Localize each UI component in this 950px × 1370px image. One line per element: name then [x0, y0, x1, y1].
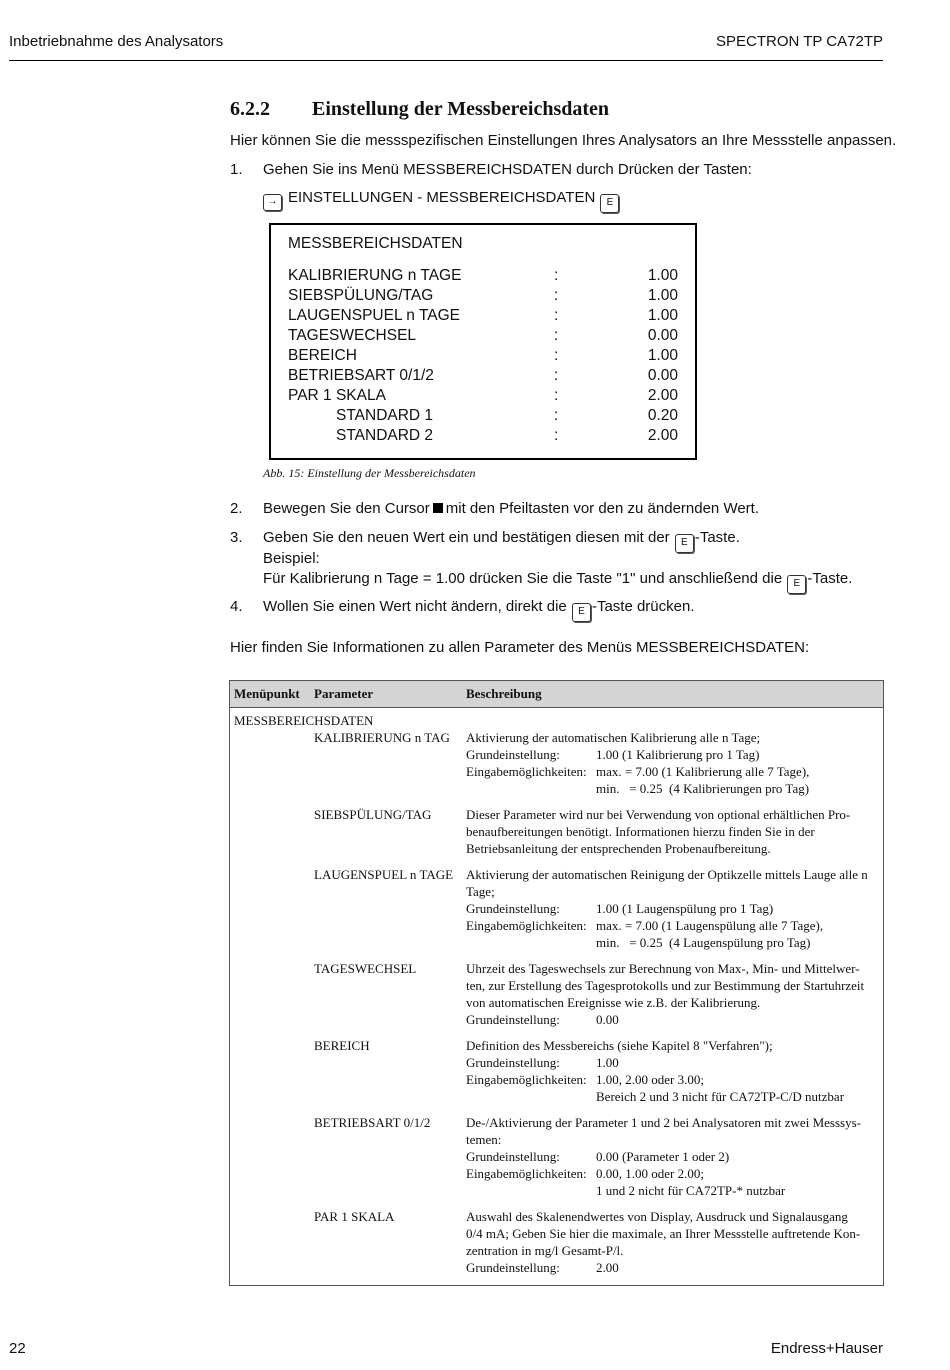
section-title: Einstellung der Messbereichsdaten: [312, 98, 610, 120]
parameter-name: KALIBRIERUNG n TAG: [314, 730, 450, 745]
e-key-icon: E: [600, 194, 619, 213]
description-line: von automatischen Ereignisse wie z.B. der Kalibrierung.: [466, 995, 761, 1010]
screen-row-value: 1.00: [647, 347, 678, 364]
menu-cell: [230, 729, 311, 797]
parameter-name: PAR 1 SKALA: [314, 1209, 395, 1224]
step-text-end: -Taste drücken.: [591, 598, 695, 615]
table-row: [230, 1037, 884, 1105]
e-key-icon: E: [675, 534, 694, 553]
setting-line: [466, 917, 879, 934]
setting-key: Eingabemöglichkeiten:: [466, 1072, 587, 1087]
description-line: zentration in mg/l Gesamt-P/l.: [466, 1243, 624, 1258]
step-text-end: -Taste.: [694, 529, 740, 546]
setting-key: [466, 934, 596, 951]
step-number: 4.: [230, 598, 243, 615]
screen-row-colon: :: [554, 367, 559, 384]
setting-line: [466, 900, 879, 917]
menu-cell: [230, 1037, 311, 1105]
description-line: benaufbereitungen benötigt. Informationen hierzu finden Sie in der: [466, 824, 815, 839]
parameter-name: LAUGENSPUEL n TAGE: [314, 867, 454, 882]
column-header-menu: Menüpunkt: [230, 681, 311, 708]
screen-row-label: LAUGENSPUEL n TAGE: [288, 307, 460, 324]
description-cell: [462, 1208, 884, 1276]
screen-row-label: BEREICH: [288, 347, 357, 364]
e-key-icon: E: [787, 575, 806, 594]
setting-value: 1.00: [596, 1055, 619, 1070]
setting-value: max. = 7.00 (1 Laugenspülung alle 7 Tage),: [596, 918, 824, 933]
menu-cell: [230, 866, 311, 951]
description-line: Betriebsanleitung der entsprechenden Probenaufbereitung.: [466, 841, 771, 856]
description-cell: [462, 729, 884, 797]
screen-row-value: 0.00: [647, 367, 678, 384]
row-spacer: [230, 1199, 884, 1208]
menu-group-label: MESSBEREICHSDATEN: [234, 713, 374, 728]
step-text: Gehen Sie ins Menü MESSBEREICHSDATEN durch Drücken der Tasten:: [263, 161, 752, 178]
section-number: 6.2.2: [230, 98, 270, 120]
running-header-chapter: Inbetriebnahme des Analysators: [9, 33, 224, 50]
setting-line: [466, 1071, 879, 1088]
screen-row-colon: :: [554, 287, 559, 304]
row-spacer: [230, 1105, 884, 1114]
parameter-name: BEREICH: [314, 1038, 370, 1053]
intro-paragraph: Hier können Sie die messspezifischen Einstellungen Ihres Analysators an Ihre Messstelle anpassen.: [230, 132, 897, 149]
description-cell: [462, 866, 884, 951]
setting-value: max. = 7.00 (1 Kalibrierung alle 7 Tage),: [596, 764, 810, 779]
header-rule: [9, 60, 883, 61]
description-line: Auswahl des Skalenendwertes von Display, Ausdruck und Signalausgang: [466, 1209, 848, 1224]
brand-name: Endress+Hauser: [770, 1340, 883, 1357]
screen-row: [288, 327, 678, 347]
table-row: [230, 960, 884, 1028]
setting-value: min. = 0.25 (4 Laugenspülung pro Tag): [596, 935, 811, 950]
step-text-end: mit den Pfeiltasten vor den zu ändernden Wert.: [445, 500, 760, 517]
screen-row-label: PAR 1 SKALA: [288, 387, 386, 404]
screen-row-label: KALIBRIERUNG n TAGE: [288, 267, 462, 284]
description-line: Definition des Messbereichs (siehe Kapitel 8 "Verfahren");: [466, 1038, 773, 1053]
e-key-icon: E: [572, 603, 591, 622]
setting-key: [466, 1182, 596, 1199]
spacer-cell: [230, 857, 884, 866]
setting-line: [466, 1182, 879, 1199]
menu-cell: [230, 960, 311, 1028]
description-cell: [462, 806, 884, 857]
setting-line: [466, 1088, 879, 1105]
screen-row-value: 1.00: [647, 307, 678, 324]
screen-row-colon: :: [554, 427, 559, 444]
menu-cell: [230, 1208, 311, 1276]
figure-caption: Abb. 15: Einstellung der Messbereichsdaten: [263, 466, 476, 480]
description-line: Aktivierung der automatischen Reinigung der Optikzelle mittels Lauge alle n: [466, 867, 868, 882]
screen-row-value: 1.00: [647, 267, 678, 284]
setting-value: 0.00 (Parameter 1 oder 2): [596, 1149, 730, 1164]
screen-row: [288, 427, 678, 447]
setting-value: 1 und 2 nicht für CA72TP-* nutzbar: [596, 1183, 786, 1198]
menu-path-text: EINSTELLUNGEN - MESSBEREICHSDATEN: [288, 189, 596, 206]
screen-row-label: SIEBSPÜLUNG/TAG: [288, 287, 434, 304]
parameter-name: SIEBSPÜLUNG/TAG: [314, 807, 432, 822]
setting-key: Grundeinstellung:: [466, 1055, 560, 1070]
setting-line: [466, 1054, 879, 1071]
step-number: 2.: [230, 500, 243, 517]
screen-row-label: BETRIEBSART 0/1/2: [288, 367, 434, 384]
setting-key: Grundeinstellung:: [466, 1260, 560, 1275]
spacer-cell: [230, 951, 884, 960]
screen-row-value: 2.00: [647, 427, 678, 444]
spacer-cell: [230, 797, 884, 806]
cursor-square-icon: [433, 503, 443, 513]
setting-line: [466, 934, 879, 951]
parameter-name: BETRIEBSART 0/1/2: [314, 1115, 431, 1130]
setting-key: [466, 1088, 596, 1105]
row-spacer: [230, 797, 884, 806]
setting-key: Grundeinstellung:: [466, 747, 560, 762]
screen-row-colon: :: [554, 347, 559, 364]
table-intro: Hier finden Sie Informationen zu allen Parameter des Menüs MESSBEREICHSDATEN:: [230, 639, 810, 656]
description-line: temen:: [466, 1132, 502, 1147]
screen-row-colon: :: [554, 267, 559, 284]
screen-row-label: TAGESWECHSEL: [288, 327, 417, 344]
section-heading: [230, 98, 609, 121]
setting-value: 0.00: [596, 1012, 619, 1027]
step-1: [230, 161, 752, 178]
step-4: [230, 598, 695, 622]
example-text-start: Für Kalibrierung n Tage = 1.00 drücken Sie die Taste "1" und anschließend die: [263, 570, 783, 587]
screen-row-colon: :: [554, 307, 559, 324]
screen-title: MESSBEREICHSDATEN: [288, 235, 463, 252]
spacer-cell: [230, 1199, 884, 1208]
table-row: [230, 1208, 884, 1276]
row-spacer: [230, 857, 884, 866]
description-line: Uhrzeit des Tageswechsels zur Berechnung von Max-, Min- und Mittelwer-: [466, 961, 860, 976]
setting-value: 1.00 (1 Laugenspülung pro 1 Tag): [596, 901, 774, 916]
setting-line: [466, 763, 879, 780]
step-text-start: Geben Sie den neuen Wert ein und bestätigen diesen mit der: [263, 529, 670, 546]
parameter-table: [229, 680, 884, 1286]
menu-cell: [230, 806, 311, 857]
setting-key: Eingabemöglichkeiten:: [466, 918, 587, 933]
setting-value: min. = 0.25 (4 Kalibrierungen pro Tag): [596, 781, 810, 796]
setting-key: Grundeinstellung:: [466, 901, 560, 916]
step-number: 1.: [230, 161, 243, 178]
screen-row: [288, 347, 678, 367]
description-cell: [462, 960, 884, 1028]
setting-value: Bereich 2 und 3 nicht für CA72TP-C/D nutzbar: [596, 1089, 845, 1104]
step-number: 3.: [230, 529, 243, 546]
setting-value: 1.00 (1 Kalibrierung pro 1 Tag): [596, 747, 760, 762]
table-row: [230, 1114, 884, 1199]
example-text-end: -Taste.: [807, 570, 853, 587]
row-spacer: [230, 1028, 884, 1037]
setting-key: [466, 780, 596, 797]
description-line: Dieser Parameter wird nur bei Verwendung von optional erhältlichen Pro-: [466, 807, 851, 822]
screen-row: [288, 367, 678, 387]
setting-line: [466, 780, 879, 797]
enter-arrow-key-icon: →: [263, 194, 282, 211]
step-2: [230, 500, 759, 517]
screen-row-colon: :: [554, 407, 559, 424]
spacer-cell: [230, 1105, 884, 1114]
table-group-row: [230, 708, 884, 730]
spacer-cell: [230, 1028, 884, 1037]
table-row: [230, 806, 884, 857]
setting-key: Grundeinstellung:: [466, 1149, 560, 1164]
example-text: [263, 570, 852, 594]
table-row: [230, 729, 884, 797]
screen-row-label: STANDARD 1: [336, 407, 434, 424]
menu-path: [263, 189, 620, 213]
running-header-product: SPECTRON TP CA72TP: [716, 33, 883, 50]
screen-row-value: 2.00: [647, 387, 678, 404]
column-header-description: Beschreibung: [462, 681, 884, 708]
description-line: De-/Aktivierung der Parameter 1 und 2 bei Analysatoren mit zwei Messsys-: [466, 1115, 861, 1130]
screen-row-colon: :: [554, 327, 559, 344]
spacer-cell: [230, 1276, 884, 1286]
description-line: Tage;: [466, 884, 495, 899]
setting-value: 2.00: [596, 1260, 619, 1275]
description-line: ten, zur Erstellung des Tagesprotokolls und zur Bestimmung der Startuhrzeit: [466, 978, 865, 993]
setting-line: [466, 746, 879, 763]
column-header-parameter: Parameter: [310, 681, 462, 708]
screen-row: [288, 307, 678, 327]
screen-row: [288, 387, 678, 407]
setting-key: Grundeinstellung:: [466, 1012, 560, 1027]
setting-key: Eingabemöglichkeiten:: [466, 1166, 587, 1181]
step-text-start: Bewegen Sie den Cursor: [263, 500, 430, 517]
display-screen-figure: [269, 223, 697, 460]
menu-cell: [230, 1114, 311, 1199]
example-label: Beispiel:: [263, 550, 320, 567]
setting-line: [466, 1259, 879, 1276]
screen-row: [288, 407, 678, 427]
parameter-name: TAGESWECHSEL: [314, 961, 417, 976]
step-text-start: Wollen Sie einen Wert nicht ändern, direkt die: [263, 598, 567, 615]
screen-row-value: 0.20: [647, 407, 678, 424]
table-header-row: [230, 681, 884, 708]
setting-key: Eingabemöglichkeiten:: [466, 764, 587, 779]
description-line: 0/4 mA; Geben Sie hier die maximale, an Ihrer Messstelle auftretende Kon-: [466, 1226, 861, 1241]
setting-line: [466, 1165, 879, 1182]
row-spacer: [230, 951, 884, 960]
page-number: 22: [9, 1340, 26, 1357]
screen-row-value: 1.00: [647, 287, 678, 304]
screen-row-colon: :: [554, 387, 559, 404]
screen-row: [288, 287, 678, 307]
screen-row-label: STANDARD 2: [336, 427, 434, 444]
screen-row-value: 0.00: [647, 327, 678, 344]
description-cell: [462, 1114, 884, 1199]
setting-line: [466, 1148, 879, 1165]
setting-value: 1.00, 2.00 oder 3.00;: [596, 1072, 704, 1087]
table-row: [230, 866, 884, 951]
row-spacer: [230, 1276, 884, 1286]
description-cell: [462, 1037, 884, 1105]
description-line: Aktivierung der automatischen Kalibrierung alle n Tage;: [466, 730, 761, 745]
setting-value: 0.00, 1.00 oder 2.00;: [596, 1166, 704, 1181]
screen-row: [288, 267, 678, 287]
setting-line: [466, 1011, 879, 1028]
